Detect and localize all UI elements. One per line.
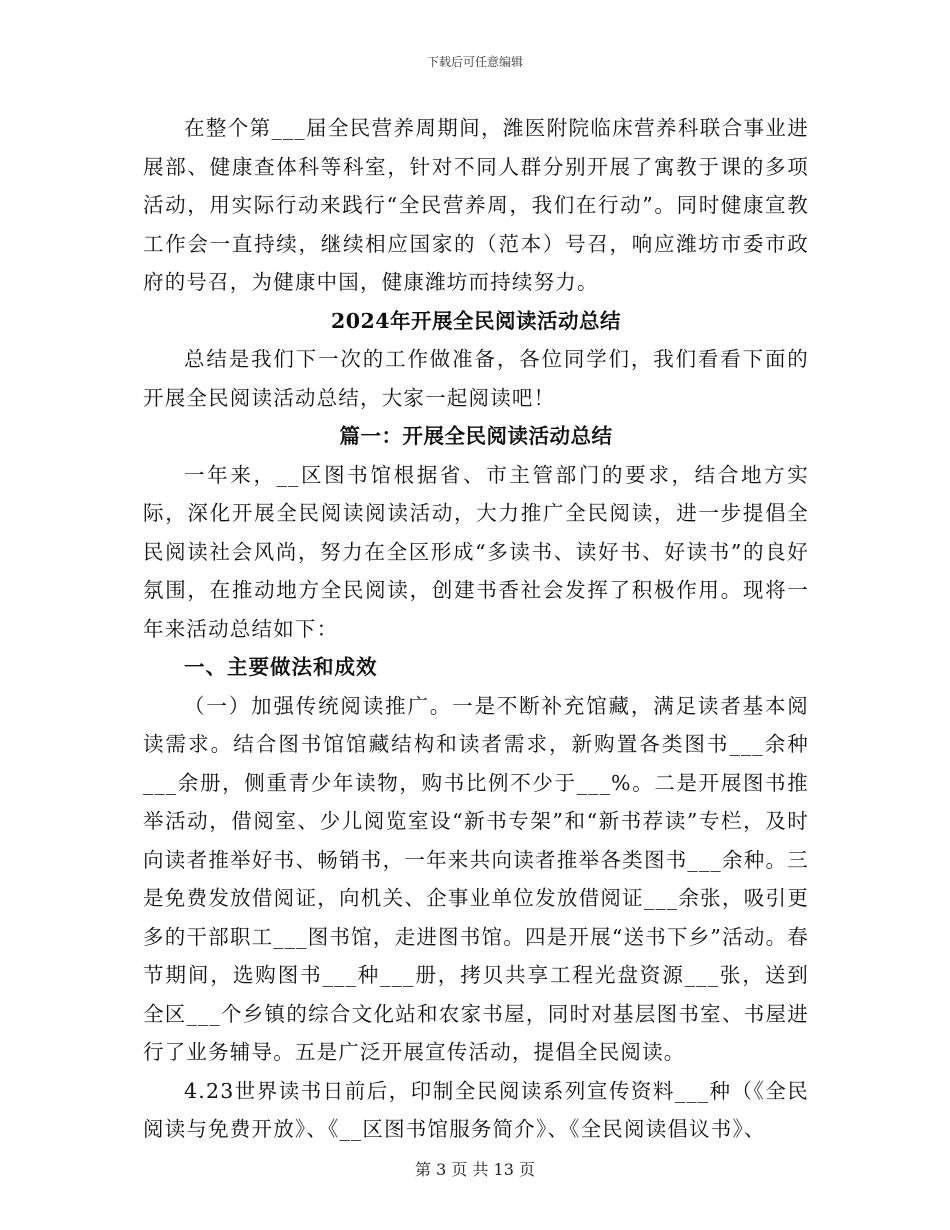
paragraph-overview: 一年来，__区图书馆根据省、市主管部门的要求，结合地方实际，深化开展全民阅读阅读活动，大力推广全民阅读，进一步提倡全民阅读社会风尚，努力在全区形成“多读书、读好书、好读书”的良好氛围，在推动地方全民阅读，创建书香社会发挥了积极作用。现将一年来活动总结如下： xyxy=(143,462,809,641)
page-header: 下载后可任意编辑 xyxy=(426,55,523,69)
document-body xyxy=(143,109,809,1149)
page-footer: 第 3 页 共 13 页 xyxy=(415,1160,535,1179)
chapter-title: 篇一：开展全民阅读活动总结 xyxy=(339,424,613,448)
paragraph-intro: 总结是我们下一次的工作做准备，各位同学们，我们看看下面的开展全民阅读活动总结，大家一起阅读吧！ xyxy=(143,347,809,410)
paragraph-traditional-reading: （一）加强传统阅读推广。一是不断补充馆藏，满足读者基本阅读需求。结合图书馆馆藏结构和读者需求，新购置各类图书___余种___余册，侧重青少年读物，购书比例不少于___%。二是开展图书推举活动，借阅室、少儿阅览室设“新书专架”和“新书荐读”专栏，及时向读者推举好书、畅销书，一年来共向读者推举各类图书___余种。三是免费发放借阅证，向机关、企事业单位发放借阅证___余张，吸引更多的干部职工___图书馆，走进图书馆。四是开展“送书下乡”活动。春节期间，选购图书___种___册，拷贝共享工程光盘资源___张，送到全区___个乡镇的综合文化站和农家书屋，同时对基层图书室、书屋进行了业务辅导。五是广泛开展宣传活动，提倡全民阅读。 xyxy=(143,693,809,1064)
paragraph-world-book-day: 4.23世界读书日前后，印制全民阅读系列宣传资料___种（《全民阅读与免费开放》、《__区图书馆服务简介》、《全民阅读倡议书》、 xyxy=(143,1078,809,1141)
section-heading: 一、主要做法和成效 xyxy=(184,655,378,679)
paragraph-nutrition-week: 在整个第___届全民营养周期间，潍医附院临床营养科联合事业进展部、健康查体科等科室，针对不同人群分别开展了寓教于课的多项活动，用实际行动来践行“全民营养周，我们在行动”。同时健康宣教工作会一直持续，继续相应国家的（范本）号召，响应潍坊市委市政府的号召，为健康中国，健康潍坊而持续努力。 xyxy=(143,116,809,294)
document-title: 2024年开展全民阅读活动总结 xyxy=(330,308,622,333)
